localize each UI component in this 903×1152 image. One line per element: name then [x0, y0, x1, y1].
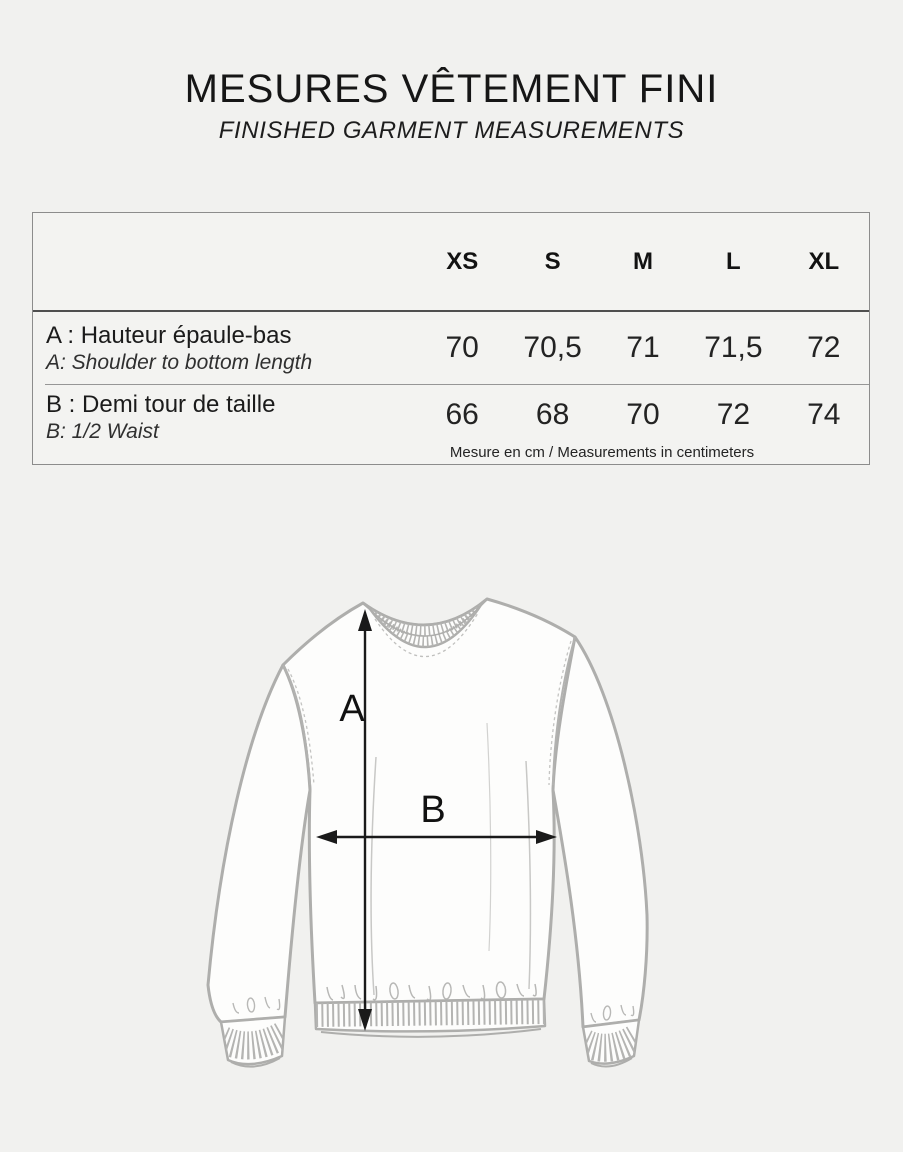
row-b-label-en: B: 1/2 Waist	[46, 419, 159, 443]
row-b-value-l: 72	[716, 398, 751, 431]
size-column-header-l: L	[726, 247, 741, 275]
row-a-value-l: 71,5	[704, 331, 763, 364]
measure-label-b: B	[420, 788, 446, 831]
row-b-label-fr: B : Demi tour de taille	[46, 390, 276, 418]
size-column-header-s: S	[544, 247, 561, 275]
unit-note: Mesure en cm / Measurements in centimeters	[449, 444, 755, 461]
row-b-value-xl: 74	[807, 398, 841, 431]
left-cuff	[221, 1017, 285, 1067]
row-a-value-m: 71	[626, 331, 660, 364]
size-column-header-xs: XS	[446, 247, 479, 275]
table-row-shoulder-to-bottom	[33, 312, 869, 384]
table-header-row	[33, 213, 869, 312]
row-a-label	[33, 312, 417, 384]
row-b-label	[33, 384, 417, 462]
row-b-value-m: 70	[626, 398, 660, 431]
row-a-value-xl: 72	[807, 331, 841, 364]
right-cuff	[583, 1020, 639, 1067]
measure-label-a: A	[339, 687, 365, 730]
row-a-value-s: 70,5	[523, 331, 582, 364]
row-b-value-s: 68	[535, 398, 570, 431]
row-a-label-fr: A : Hauteur épaule-bas	[46, 321, 292, 349]
sweatshirt-illustration	[195, 585, 705, 1085]
right-sleeve	[553, 637, 647, 1027]
size-column-header-xl: XL	[808, 247, 840, 275]
page-subtitle: FINISHED GARMENT MEASUREMENTS	[218, 117, 685, 144]
measurements-table	[32, 212, 870, 465]
header-empty-cell	[33, 213, 417, 310]
hem-band	[315, 999, 545, 1037]
page-title: MESURES VÊTEMENT FINI	[184, 67, 719, 111]
size-column-header-m: M	[632, 247, 653, 275]
row-a-value-xs: 70	[445, 331, 479, 364]
left-sleeve	[208, 665, 310, 1022]
garment-diagram	[195, 585, 705, 1085]
row-b-value-xs: 66	[445, 398, 479, 431]
row-a-label-en: A: Shoulder to bottom length	[46, 350, 313, 374]
